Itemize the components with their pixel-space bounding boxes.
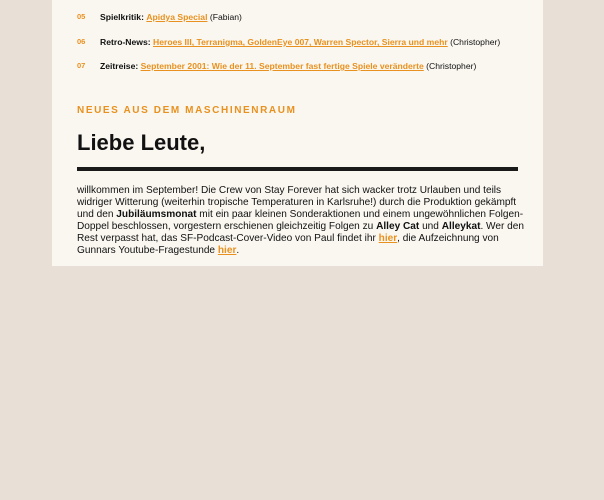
body-bold: Alleykat	[441, 221, 481, 232]
toc-author: (Fabian)	[209, 12, 242, 22]
body-bold: Alley Cat	[376, 221, 420, 232]
body-text: .	[236, 245, 240, 256]
body-text: willkommen im September! Die Crew von Stay Forever hat sich wacker trotz Urlauben und teils widriger Witterung (weiterhin tropische Temperaturen in Karlsruhe!) durch die Produktion gekämpft und den	[77, 185, 517, 220]
toc-label: Retro-News:	[100, 37, 151, 47]
toc-number: 06	[77, 37, 86, 46]
toc-link-retro-news[interactable]: Heroes III, Terranigma, GoldenEye 007, Warren Spector, Sierra und mehr	[153, 37, 448, 47]
body-text: , die Aufzeichnung von Gunnars Youtube-Fragestunde	[77, 233, 499, 256]
body-bold: Jubiläumsmonat	[116, 209, 197, 220]
toc-label: Zeitreise:	[100, 61, 139, 71]
newsletter-card	[52, 0, 543, 266]
toc-number: 07	[77, 61, 86, 70]
toc-label: Spielkritik:	[100, 12, 144, 22]
toc-number: 05	[77, 12, 86, 21]
toc-link-zeitreise[interactable]: September 2001: Wie der 11. September fast fertige Spiele veränderte	[140, 61, 424, 71]
section-label: NEUES AUS DEM MASCHINENRAUM	[77, 105, 297, 116]
toc-author: (Christopher)	[450, 37, 501, 47]
toc-link-apidya[interactable]: Apidya Special	[146, 12, 208, 22]
link-cover-video[interactable]: hier	[378, 233, 398, 244]
body-text: mit ein paar kleinen Sonderaktionen und einem ungewöhnlichen Folgen-Doppel beschlossen, vorgestern erschienen gleichzeitig Folgen zu	[77, 209, 524, 232]
toc-author: (Christopher)	[426, 61, 477, 71]
body-text: und	[419, 221, 442, 232]
divider	[77, 167, 518, 171]
body-text: . Wer den Rest verpasst hat, das SF-Podcast-Cover-Video von Paul findet ihr	[77, 221, 525, 244]
link-youtube-qa[interactable]: hier	[217, 245, 237, 256]
page-title: Liebe Leute,	[77, 130, 206, 155]
intro-paragraph	[77, 185, 527, 257]
